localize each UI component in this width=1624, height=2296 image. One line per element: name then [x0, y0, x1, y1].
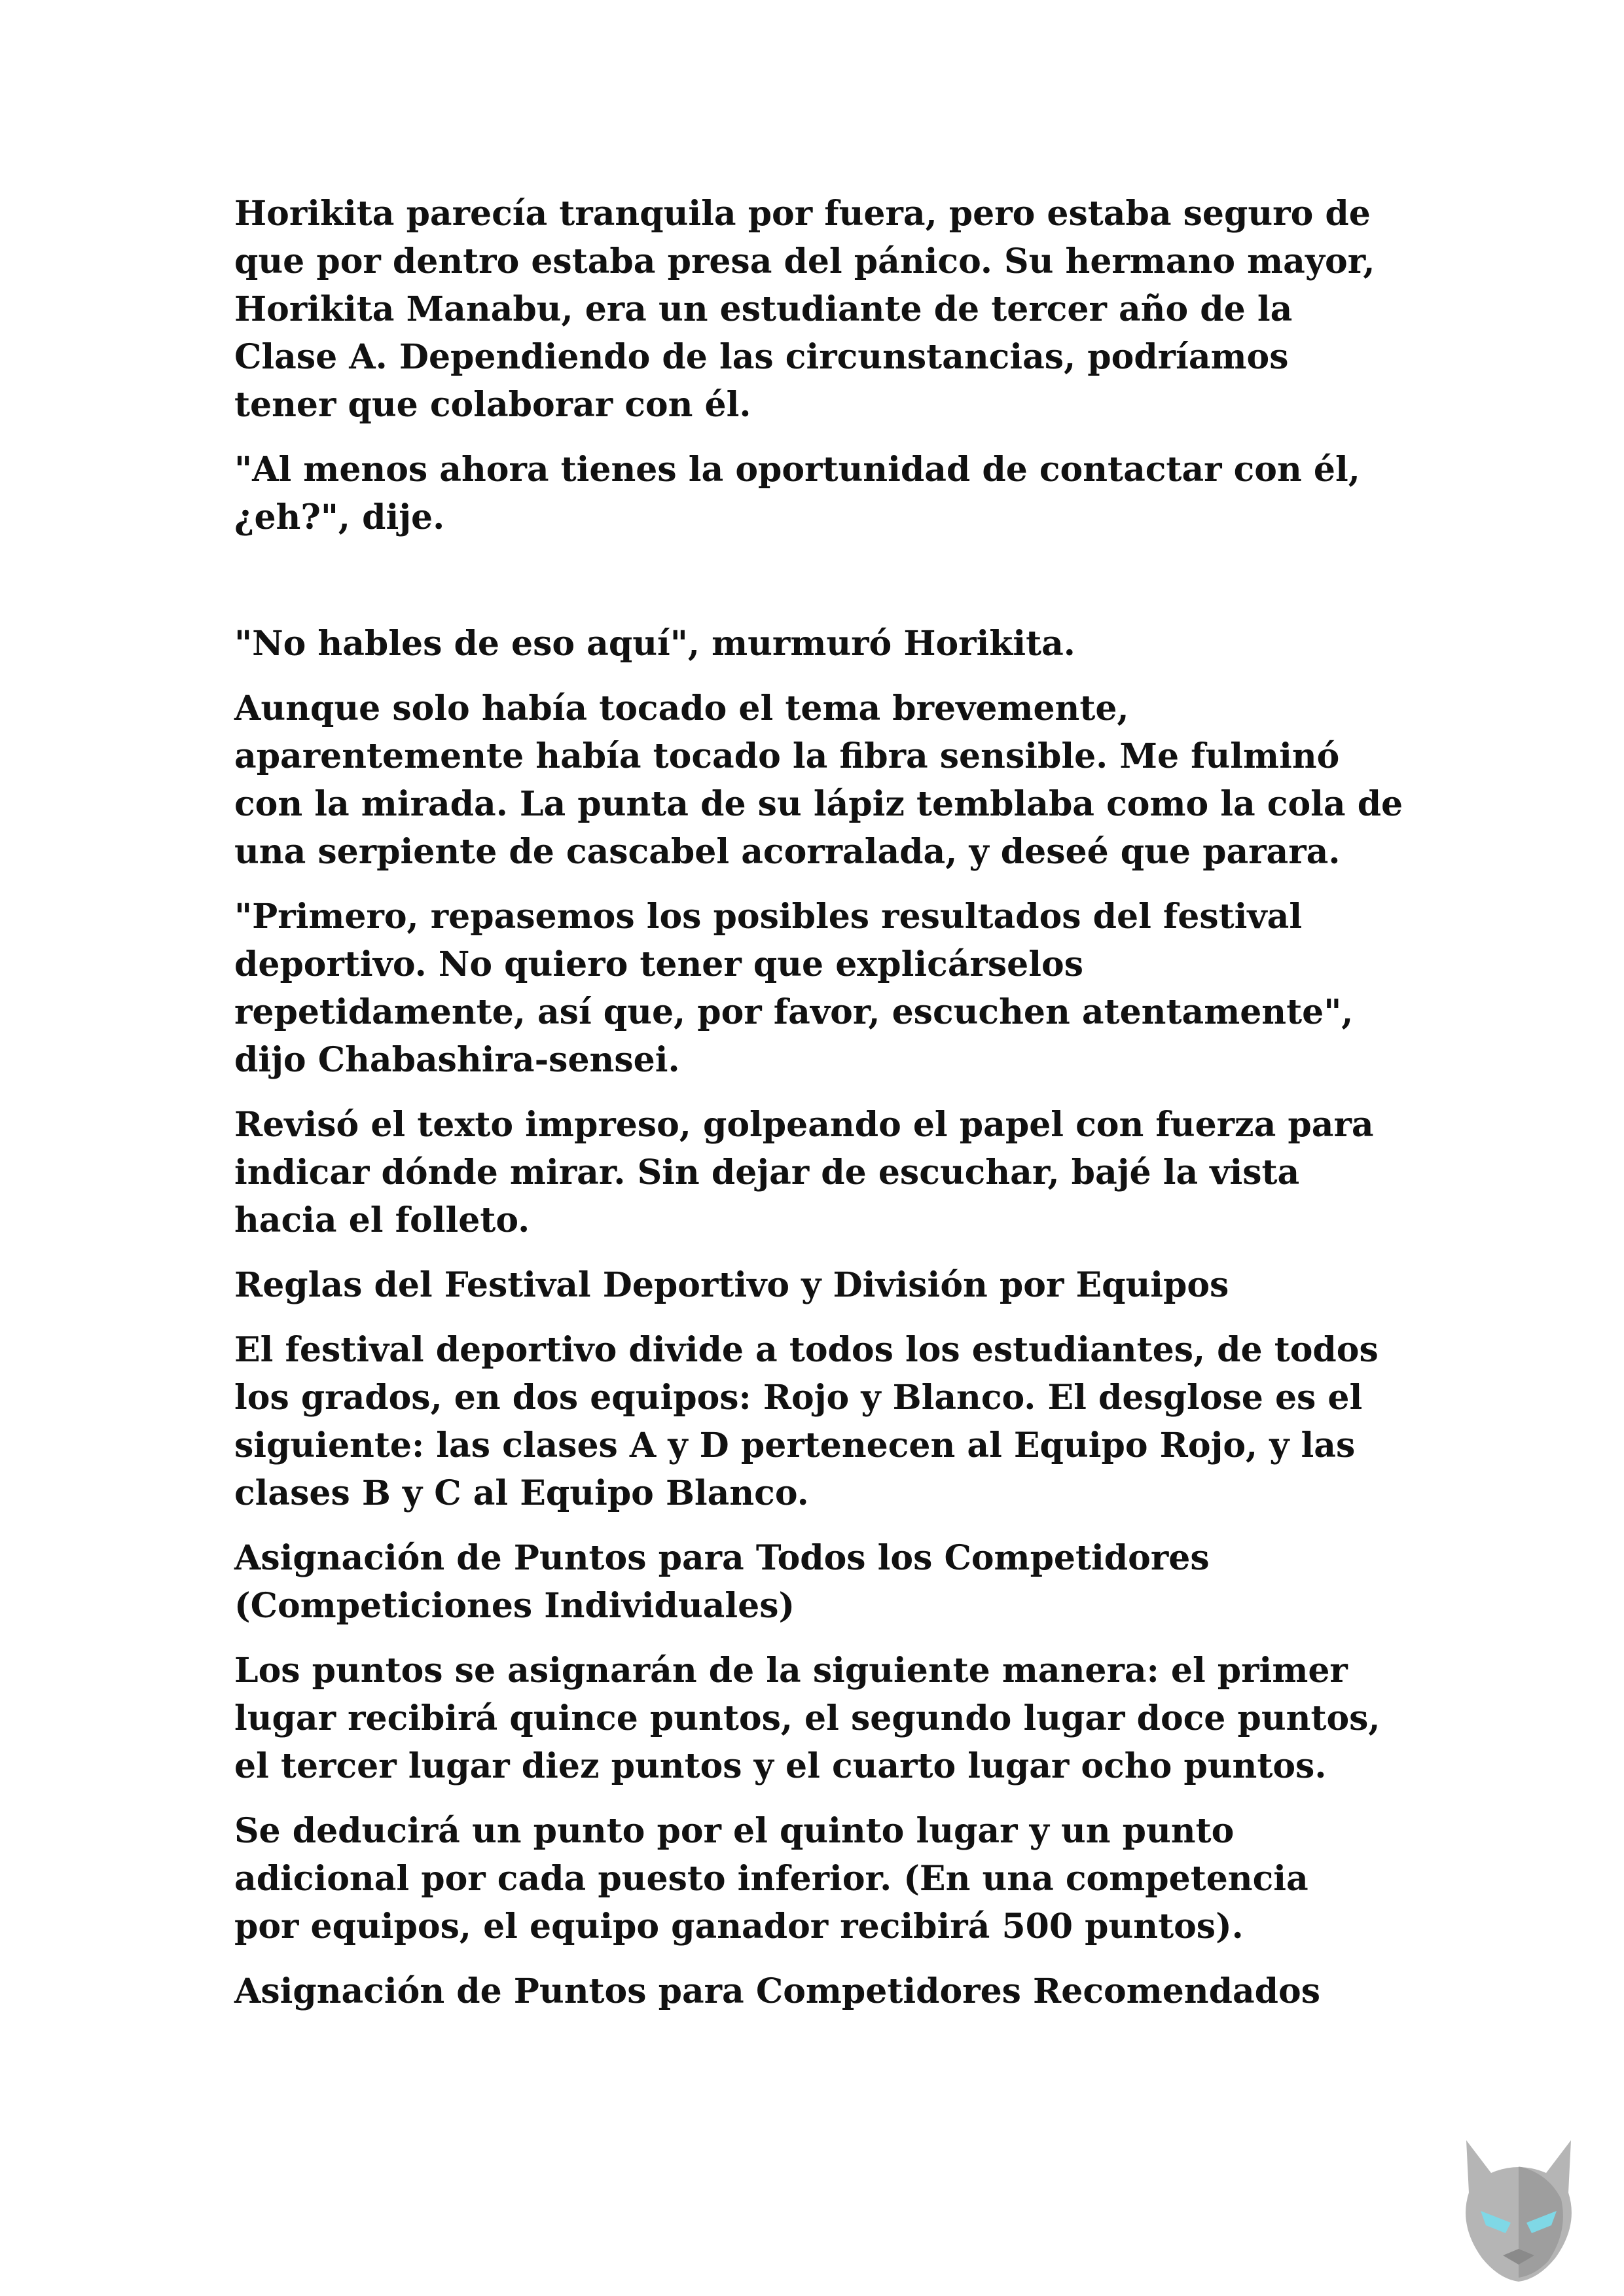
horned-mask-logo-icon — [1440, 2127, 1597, 2284]
paragraph-8: Los puntos se asignarán de la siguiente manera: el primer lugar recibirá quince puntos, el segundo lugar doce puntos, el tercer lugar diez puntos y el cuarto lugar ocho puntos. — [234, 1651, 1380, 1786]
paragraph-4: Aunque solo había tocado el tema brevemente, aparentemente había tocado la fibra sensible. Me fulminó con la mirada. La punta de su lápiz temblaba como la cola de una serpiente de cascabel acorralada, y deseé que parara. — [234, 689, 1403, 872]
paragraph-5: "Primero, repasemos los posibles resultados del festival deportivo. No quiero tener que explicárselos repetidamente, así que, por favor, escuchen atentamente", dijo Chabashira-sensei. — [234, 897, 1354, 1080]
section-heading-rules: Reglas del Festival Deportivo y División por Equipos — [234, 1265, 1229, 1305]
body-text — [234, 190, 1413, 2032]
paragraph-7: El festival deportivo divide a todos los estudiantes, de todos los grados, en dos equipos: Rojo y Blanco. El desglose es el siguiente: las clases A y D pertenecen al Equipo Rojo, y las clases B y C al Equipo Blanco. — [234, 1330, 1379, 1513]
paragraph-3: "No hables de eso aquí", murmuró Horikita. — [234, 624, 1075, 664]
paragraph-6: Revisó el texto impreso, golpeando el papel con fuerza para indicar dónde mirar. Sin dejar de escuchar, bajé la vista hacia el folleto. — [234, 1105, 1374, 1240]
section-heading-recommended: Asignación de Puntos para Competidores Recomendados — [234, 1971, 1320, 2011]
paragraph-9: Se deducirá un punto por el quinto lugar y un punto adicional por cada puesto inferior. (En una competencia por equipos, el equipo ganador recibirá 500 puntos). — [234, 1811, 1308, 1946]
paragraph-2: "Al menos ahora tienes la oportunidad de contactar con él, ¿eh?", dije. — [234, 450, 1360, 537]
section-heading-points: Asignación de Puntos para Todos los Competidores (Competiciones Individuales) — [234, 1538, 1210, 1626]
paragraph-1: Horikita parecía tranquila por fuera, pero estaba seguro de que por dentro estaba presa del pánico. Su hermano mayor, Horikita Manabu, era un estudiante de tercer año de la Clase A. Dependiendo de las circunstancias, podríamos tener que colaborar con él. — [234, 194, 1375, 425]
